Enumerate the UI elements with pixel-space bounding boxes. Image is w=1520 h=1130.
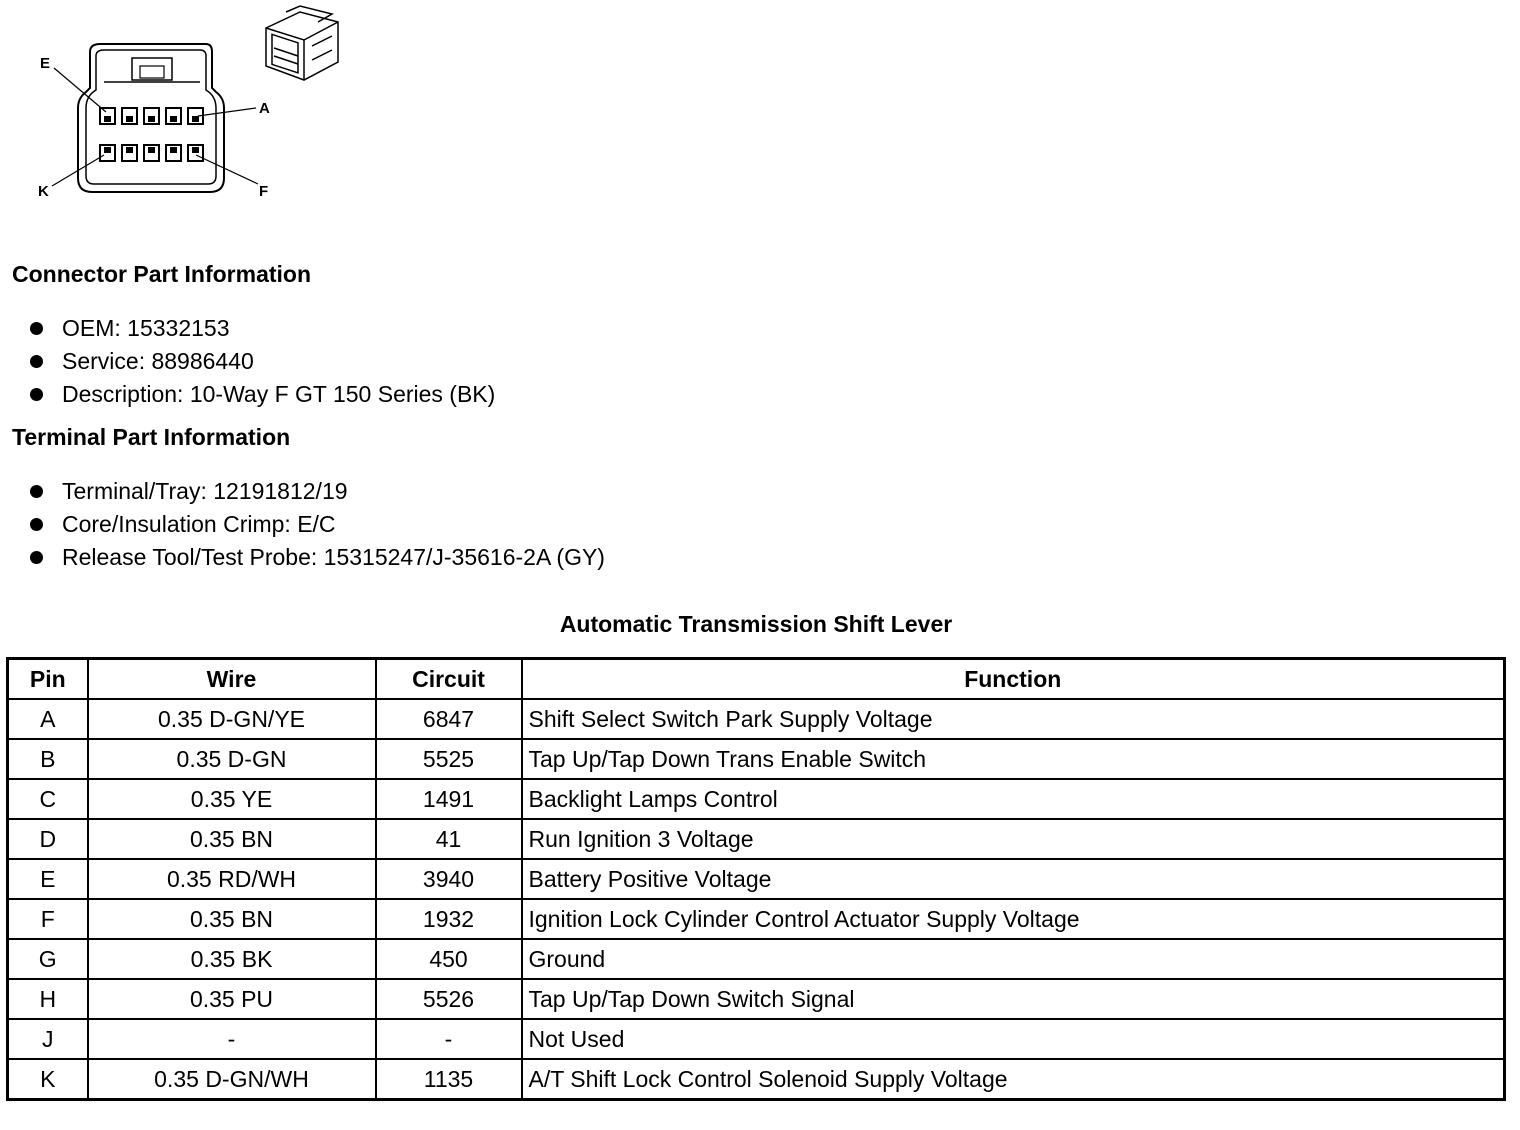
header-wire: Wire	[88, 659, 376, 700]
table-row	[8, 739, 1505, 779]
list-item: Terminal/Tray: 12191812/19	[30, 475, 605, 508]
cell-pin: B	[8, 739, 88, 779]
cell-function: Ignition Lock Cylinder Control Actuator Supply Voltage	[522, 899, 1505, 939]
list-item: Description: 10-Way F GT 150 Series (BK)	[30, 378, 495, 411]
cell-circuit: 3940	[376, 859, 522, 899]
bullet-icon	[30, 388, 43, 401]
table-row	[8, 819, 1505, 859]
cell-wire: 0.35 D-GN	[88, 739, 376, 779]
cell-wire: 0.35 RD/WH	[88, 859, 376, 899]
cell-wire: 0.35 BK	[88, 939, 376, 979]
cell-pin: E	[8, 859, 88, 899]
pin-label-a: A	[259, 100, 270, 117]
cell-circuit: 450	[376, 939, 522, 979]
list-item: Release Tool/Test Probe: 15315247/J-35616-2A (GY)	[30, 541, 605, 574]
cell-function: Tap Up/Tap Down Switch Signal	[522, 979, 1505, 1019]
table-row	[8, 939, 1505, 979]
cell-pin: C	[8, 779, 88, 819]
cell-wire: 0.35 BN	[88, 819, 376, 859]
cell-function: Battery Positive Voltage	[522, 859, 1505, 899]
connector-3d-illustration	[266, 6, 338, 80]
header-circuit: Circuit	[376, 659, 522, 700]
terminal-info-title: Terminal Part Information	[12, 424, 291, 450]
table-row	[8, 899, 1505, 939]
terminal-info-list	[30, 475, 605, 574]
table-title: Automatic Transmission Shift Lever	[559, 611, 953, 637]
bullet-icon	[30, 322, 43, 335]
cell-wire: 0.35 PU	[88, 979, 376, 1019]
cell-pin: H	[8, 979, 88, 1019]
cell-function: Run Ignition 3 Voltage	[522, 819, 1505, 859]
list-item: OEM: 15332153	[30, 312, 495, 345]
table-row	[8, 699, 1505, 739]
list-item: Core/Insulation Crimp: E/C	[30, 508, 605, 541]
connector-diagram	[0, 0, 360, 215]
connector-latch	[132, 58, 172, 80]
cell-wire: 0.35 D-GN/YE	[88, 699, 376, 739]
header-function: Function	[522, 659, 1505, 700]
leader-line-e	[54, 68, 106, 112]
table-row	[8, 859, 1505, 899]
leader-line-f	[196, 155, 258, 184]
cell-function: Not Used	[522, 1019, 1505, 1059]
cell-circuit: 1491	[376, 779, 522, 819]
cell-function: A/T Shift Lock Control Solenoid Supply Voltage	[522, 1059, 1505, 1100]
pinout-table	[6, 657, 1506, 1101]
cell-circuit: 6847	[376, 699, 522, 739]
table-row	[8, 979, 1505, 1019]
cell-wire: -	[88, 1019, 376, 1059]
connector-info-list	[30, 312, 495, 411]
cell-circuit: 1932	[376, 899, 522, 939]
cell-circuit: 5525	[376, 739, 522, 779]
bullet-icon	[30, 485, 43, 498]
cell-circuit: -	[376, 1019, 522, 1059]
cell-function: Backlight Lamps Control	[522, 779, 1505, 819]
bullet-icon	[30, 551, 43, 564]
cell-pin: F	[8, 899, 88, 939]
leader-line-a	[198, 108, 256, 116]
cell-pin: D	[8, 819, 88, 859]
cell-pin: G	[8, 939, 88, 979]
cell-function: Tap Up/Tap Down Trans Enable Switch	[522, 739, 1505, 779]
pin-label-e: E	[40, 55, 51, 72]
cell-circuit: 5526	[376, 979, 522, 1019]
table-row	[8, 1059, 1505, 1100]
bullet-icon	[30, 355, 43, 368]
pin-label-k: K	[38, 183, 49, 200]
table-row	[8, 1019, 1505, 1059]
cell-function: Ground	[522, 939, 1505, 979]
cell-circuit: 41	[376, 819, 522, 859]
list-item: Service: 88986440	[30, 345, 495, 378]
cell-function: Shift Select Switch Park Supply Voltage	[522, 699, 1505, 739]
cell-wire: 0.35 D-GN/WH	[88, 1059, 376, 1100]
cell-wire: 0.35 YE	[88, 779, 376, 819]
table-body	[8, 699, 1505, 1100]
cell-circuit: 1135	[376, 1059, 522, 1100]
cell-wire: 0.35 BN	[88, 899, 376, 939]
table-row	[8, 779, 1505, 819]
connector-info-title: Connector Part Information	[12, 261, 312, 287]
cell-pin: J	[8, 1019, 88, 1059]
bullet-icon	[30, 518, 43, 531]
header-pin: Pin	[8, 659, 88, 700]
cell-pin: A	[8, 699, 88, 739]
cell-pin: K	[8, 1059, 88, 1100]
pin-label-f: F	[259, 183, 269, 200]
table-header-row	[8, 659, 1505, 700]
